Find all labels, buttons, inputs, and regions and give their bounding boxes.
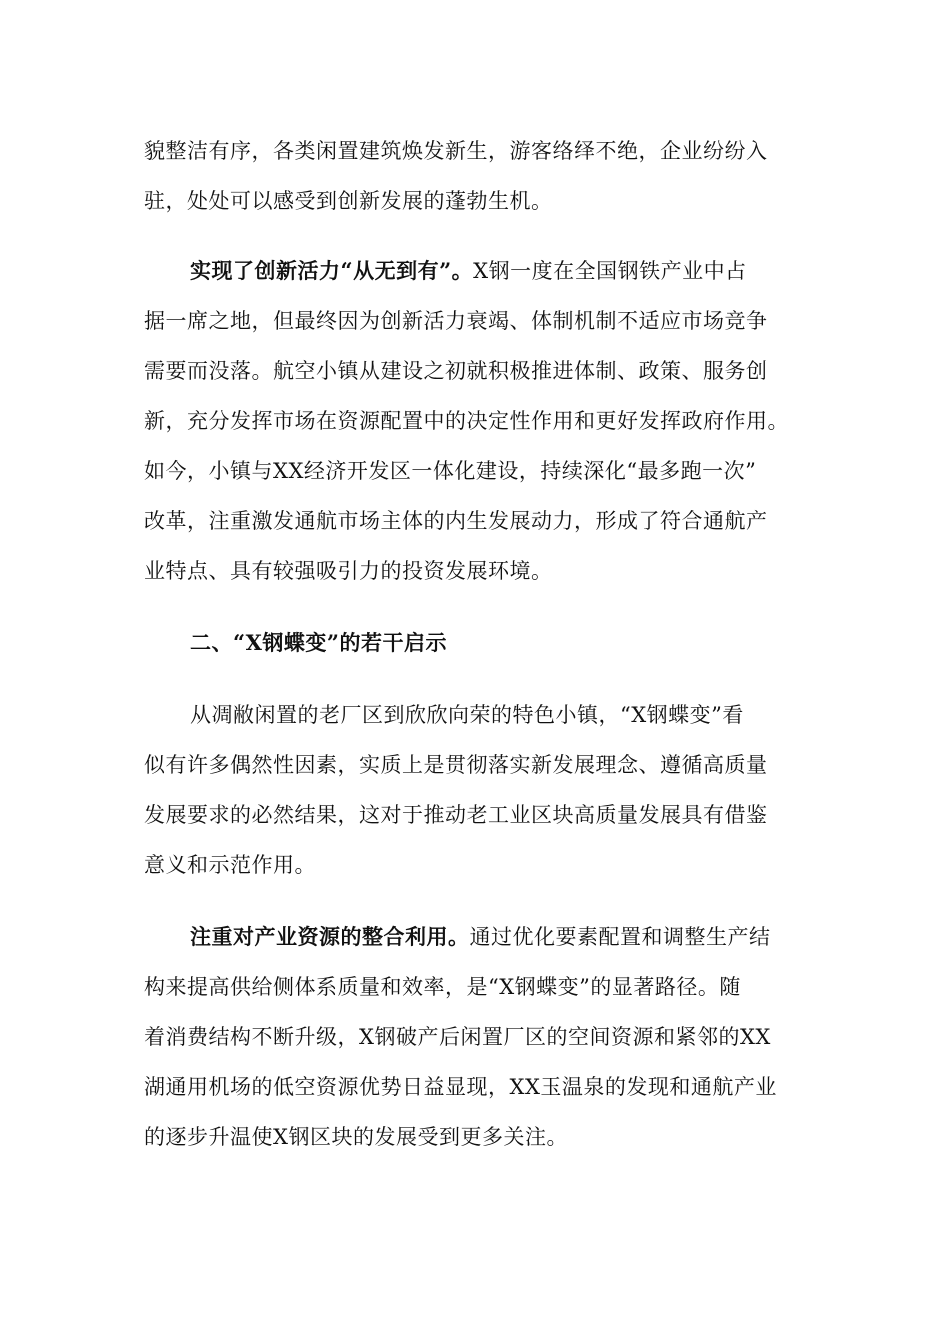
paragraph-continuation [144, 126, 808, 226]
text-line: 如今，小镇与XX经济开发区一体化建设，持续深化“最多跑一次” [144, 459, 757, 483]
text-line: 着消费结构不断升级，X钢破产后闲置厂区的空间资源和紧邻的XX [144, 1025, 771, 1049]
text-line-first: 从凋敝闲置的老厂区到欣欣向荣的特色小镇，“X钢蝶变”看 [190, 703, 744, 727]
text-line: 构来提高供给侧体系质量和效率，是“X钢蝶变”的显著路径。随 [144, 975, 741, 999]
text-line: 似有许多偶然性因素，实质上是贯彻落实新发展理念、遵循高质量 [144, 753, 768, 777]
text-line: 新，充分发挥市场在资源配置中的决定性作用和更好发挥政府作用。 [144, 409, 789, 433]
text-line: 需要而没落。航空小镇从建设之初就积极推进体制、政策、服务创 [144, 359, 768, 383]
section-heading: 二、“X钢蝶变”的若干启示 [190, 630, 447, 655]
paragraph-resource-integration [144, 912, 808, 1162]
text-line: 发展要求的必然结果，这对于推动老工业区块高质量发展具有借鉴 [144, 803, 768, 827]
paragraph-inspiration [144, 690, 808, 890]
paragraph-lead: 实现了创新活力“从无到有”。 [190, 258, 474, 283]
text-line: 的逐步升温使X钢区块的发展受到更多关注。 [144, 1125, 568, 1149]
text-line: 湖通用机场的低空资源优势日益显现，XX玉温泉的发现和通航产业 [144, 1075, 777, 1099]
paragraph-innovation-vitality [144, 246, 808, 596]
paragraph-lead-rest: X钢一度在全国钢铁产业中占 [473, 259, 747, 283]
text-line: 意义和示范作用。 [144, 853, 316, 877]
text-line: 据一席之地，但最终因为创新活力衰竭、体制机制不适应市场竞争 [144, 309, 768, 333]
text-line: 驻，处处可以感受到创新发展的蓬勃生机。 [144, 189, 553, 213]
paragraph-lead: 注重对产业资源的整合利用。 [190, 924, 470, 949]
paragraph-lead-rest: 通过优化要素配置和调整生产结 [469, 925, 771, 949]
text-line-first [144, 246, 808, 296]
text-line: 业特点、具有较强吸引力的投资发展环境。 [144, 559, 553, 583]
text-line: 改革，注重激发通航市场主体的内生发展动力，形成了符合通航产 [144, 509, 768, 533]
text-line: 貌整洁有序，各类闲置建筑焕发新生，游客络绎不绝，企业纷纷入 [144, 139, 768, 163]
text-line-first [144, 912, 808, 962]
section-heading-block [144, 618, 808, 668]
